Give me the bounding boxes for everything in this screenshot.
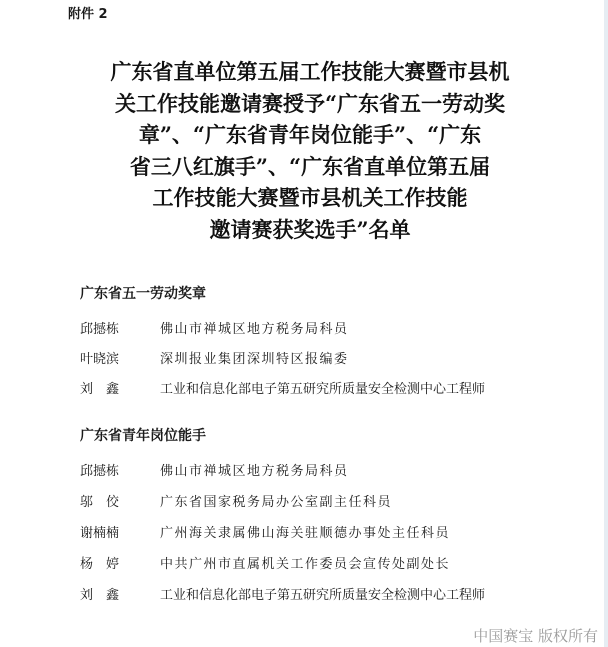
list-item (80, 491, 392, 510)
awardee-name: 邱撼栋 (80, 322, 120, 337)
awardee-name: 刘 鑫 (80, 382, 120, 397)
list-item (80, 553, 450, 572)
title-line: 工作技能大赛暨市县机关工作技能 (152, 185, 468, 210)
list-item (80, 522, 450, 541)
awardee-org: 佛山市禅城区地方税务局科员 (160, 464, 349, 479)
awardee-name: 杨 婷 (80, 557, 120, 572)
attachment-label: 附件 2 (68, 7, 108, 22)
title-line: 省三八红旗手”、“广东省直单位第五届 (129, 153, 491, 179)
list-item (80, 460, 349, 479)
copyright-watermark: 中国赛宝 版权所有 (473, 627, 598, 645)
awardee-org: 工业和信息化部电子第五研究所质量安全检测中心工程师 (160, 588, 486, 603)
awardee-name: 叶晓滨 (80, 352, 120, 367)
awardee-org: 广州海关隶属佛山海关驻顺德办事处主任科员 (160, 526, 451, 541)
title-line: 关工作技能邀请赛授予“广东省五一劳动奖 (114, 90, 506, 116)
document-title (60, 56, 560, 245)
awardee-org: 佛山市禅城区地方税务局科员 (160, 322, 349, 337)
awardee-org: 工业和信息化部电子第五研究所质量安全检测中心工程师 (160, 382, 486, 397)
section-heading-labor-medal: 广东省五一劳动奖章 (80, 286, 206, 302)
list-item (80, 348, 349, 367)
awardee-org: 广东省国家税务局办公室副主任科员 (160, 495, 393, 510)
title-line: 邀请赛获奖选手”名单 (209, 216, 411, 242)
page-edge-strip (604, 0, 608, 647)
awardee-org: 中共广州市直属机关工作委员会宣传处副处长 (160, 557, 451, 572)
awardee-name: 邱撼栋 (80, 464, 120, 479)
title-line: 广东省直单位第五届工作技能大赛暨市县机 (110, 59, 510, 84)
title-line: 章”、“广东省青年岗位能手”、“广东 (138, 122, 482, 147)
awardee-name: 邬 佼 (80, 495, 120, 510)
list-item (80, 378, 485, 397)
awardee-name: 谢楠楠 (80, 526, 120, 541)
awardee-org: 深圳报业集团深圳特区报编委 (160, 352, 349, 367)
list-item (80, 318, 349, 337)
awardee-name: 刘 鑫 (80, 588, 120, 603)
list-item (80, 584, 485, 603)
section-heading-youth-expert: 广东省青年岗位能手 (80, 428, 206, 444)
